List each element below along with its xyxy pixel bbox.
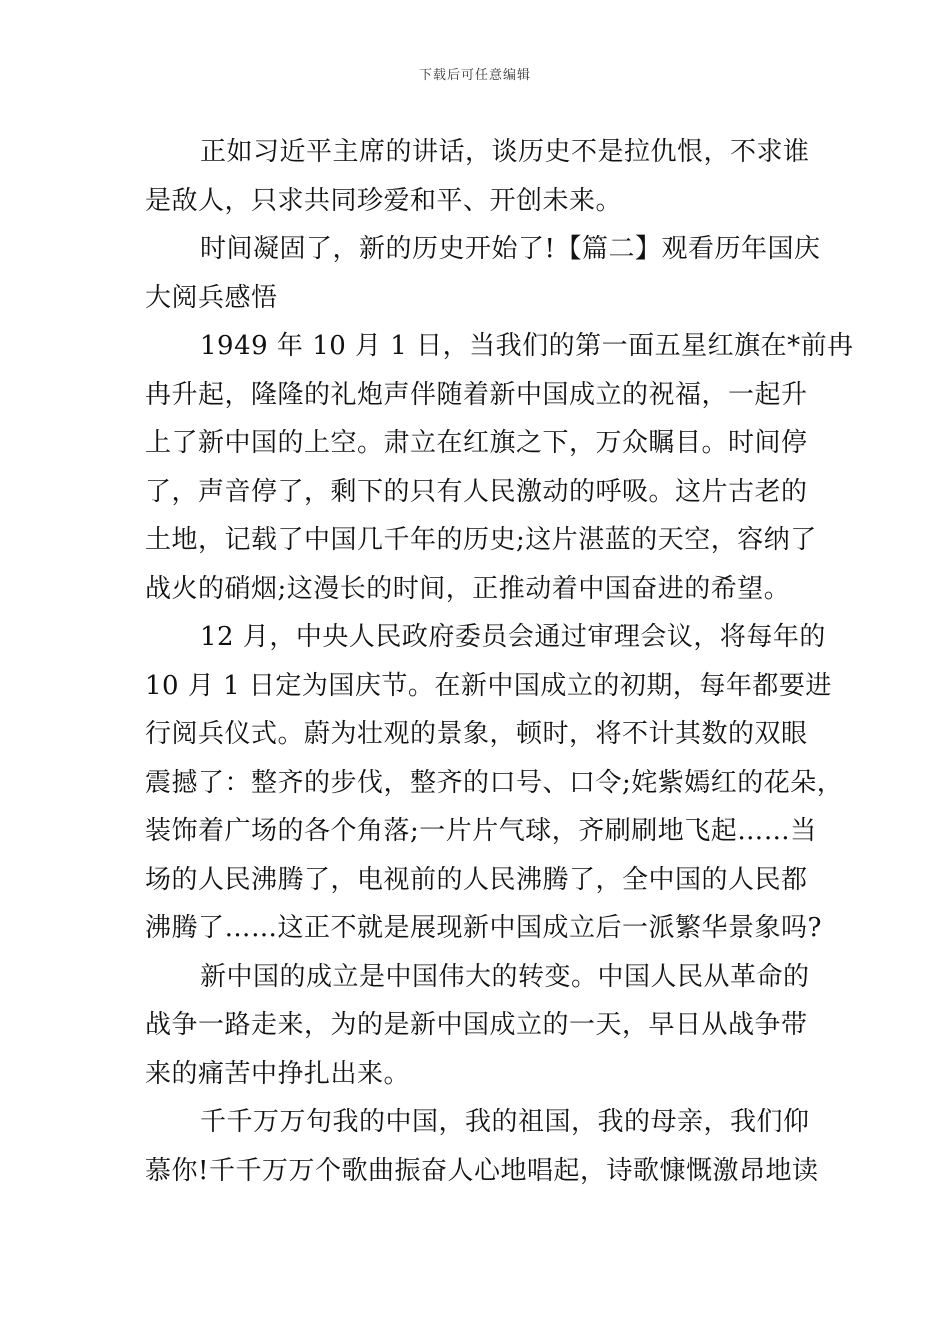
text-line: 上了新中国的上空。肃立在红旗之下，万众瞩目。时间停 — [145, 428, 808, 458]
text-line: 沸腾了……这正不就是展现新中国成立后一派繁华景象吗? — [145, 913, 822, 943]
text-line: 正如习近平主席的讲话，谈历史不是拉仇恨，不求谁 — [200, 137, 810, 167]
text-line: 千千万万句我的中国，我的祖国，我的母亲，我们仰 — [200, 1107, 810, 1137]
text-line: 土地，记载了中国几千年的历史;这片湛蓝的天空，容纳了 — [145, 525, 817, 555]
text-line: 了，声音停了，剩下的只有人民激动的呼吸。这片古老的 — [145, 476, 808, 507]
page-header: 下载后可任意编辑 — [418, 68, 531, 83]
text-line: 时间凝固了，新的历史开始了!【篇二】观看历年国庆 — [200, 234, 821, 264]
text-line: 场的人民沸腾了，电视前的人民沸腾了，全中国的人民都 — [145, 864, 808, 895]
text-line: 震撼了：整齐的步伐，整齐的口号、口令;姹紫嫣红的花朵， — [145, 767, 844, 798]
text-line: 装饰着广场的各个角落;一片片气球，齐刷刷地飞起……当 — [145, 816, 817, 846]
text-line: 战争一路走来，为的是新中国成立的一天，早日从战争带 — [145, 1010, 808, 1040]
text-line: 10 月 1 日定为国庆节。在新中国成立的初期，每年都要进 — [145, 670, 832, 701]
text-line: 是敌人，只求共同珍爱和平、开创未来。 — [145, 185, 623, 216]
text-line: 战火的硝烟;这漫长的时间，正推动着中国奋进的希望。 — [145, 573, 791, 604]
text-line: 新中国的成立是中国伟大的转变。中国人民从革命的 — [200, 961, 810, 992]
text-line: 慕你!千千万万个歌曲振奋人心地唱起，诗歌慷慨激昂地读 — [145, 1155, 819, 1186]
text-line: 1949 年 10 月 1 日，当我们的第一面五星红旗在*前冉 — [200, 331, 854, 361]
text-line: 冉升起，隆隆的礼炮声伴随着新中国成立的祝福，一起升 — [145, 379, 808, 410]
document-body — [145, 128, 854, 1195]
text-line: 来的痛苦中挣扎出来。 — [145, 1058, 411, 1089]
text-line: 大阅兵感悟 — [145, 282, 278, 313]
text-line: 行阅兵仪式。蔚为壮观的景象，顿时，将不计其数的双眼 — [145, 719, 808, 749]
text-line: 12 月，中央人民政府委员会通过审理会议，将每年的 — [200, 622, 826, 652]
